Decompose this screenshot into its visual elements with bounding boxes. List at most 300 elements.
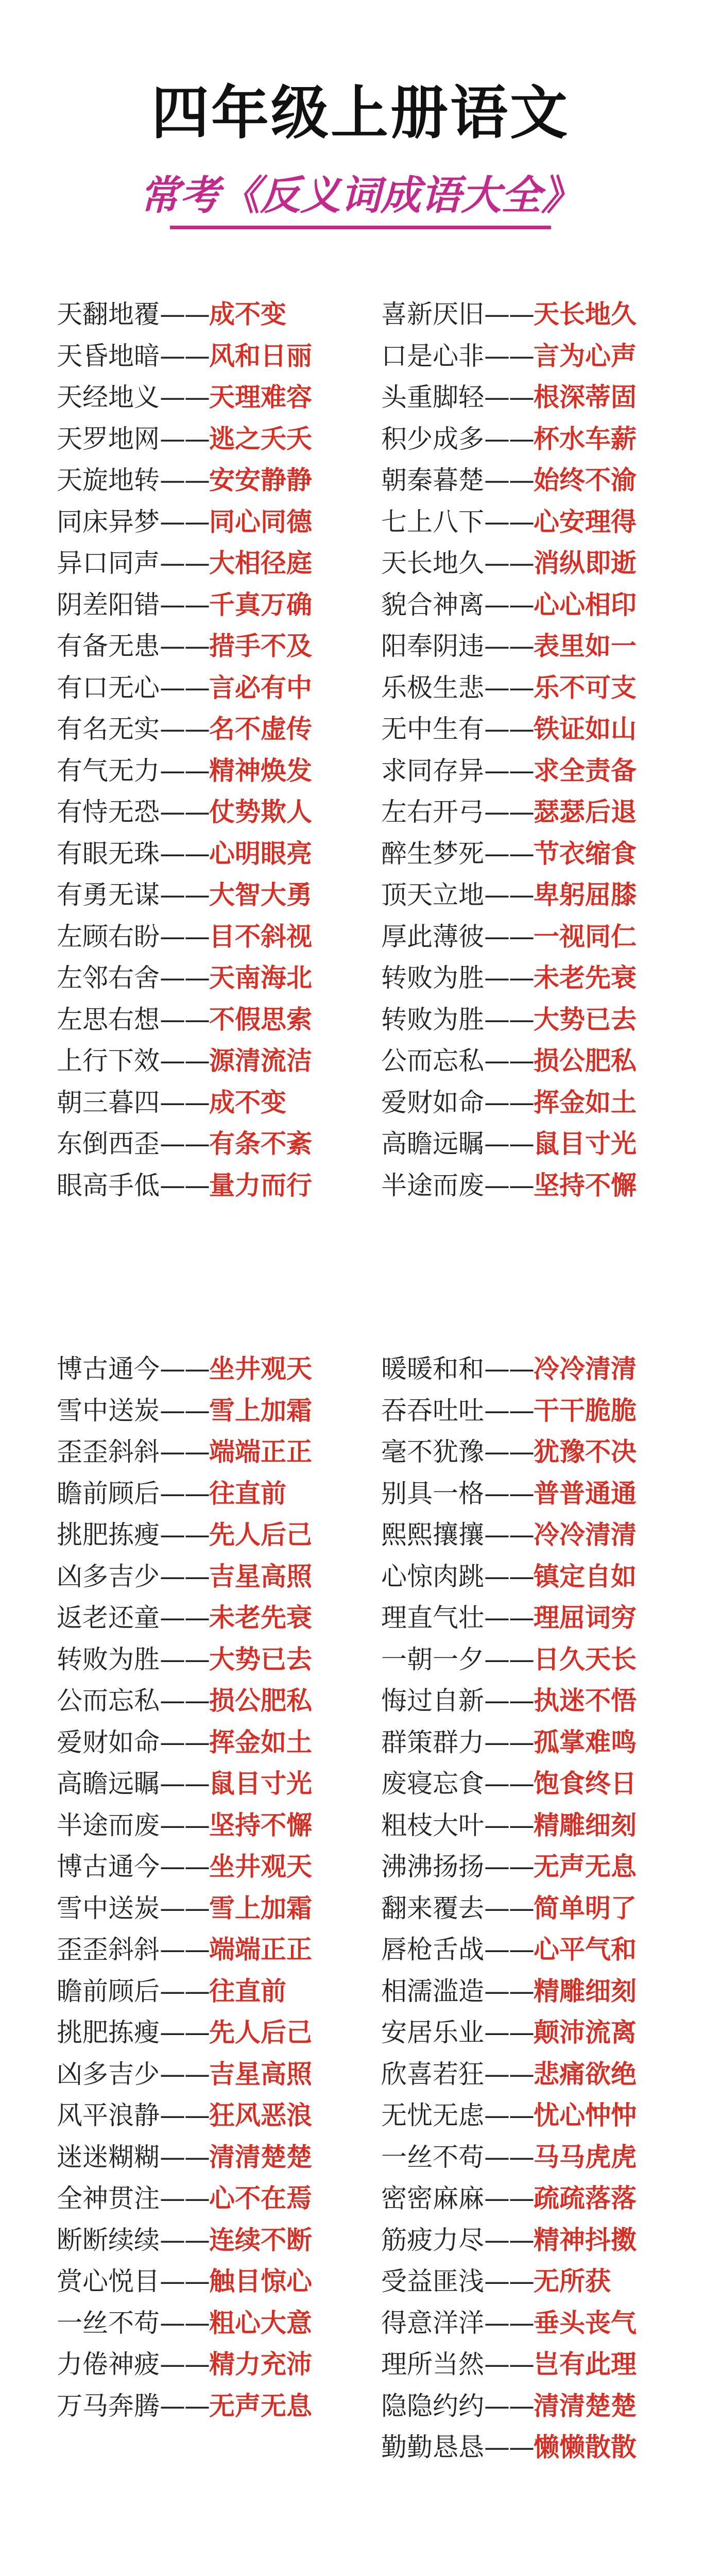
idiom-pair (57, 833, 312, 875)
antonym-idiom: 先人后己 (209, 1520, 312, 1550)
dash-separator: —— (484, 2059, 534, 2089)
dash-separator: —— (160, 1935, 209, 1964)
antonym-idiom: 心不在焉 (209, 2183, 312, 2213)
dash-separator: —— (160, 838, 209, 869)
idiom-pair (381, 1929, 637, 1971)
idiom-pair (381, 418, 637, 460)
idiom-pair (381, 2137, 637, 2178)
idiom-word: 朝秦暮楚 (381, 465, 484, 495)
antonym-idiom: 镇定自如 (534, 1561, 637, 1591)
idiom-word: 粗枝大叶 (381, 1810, 484, 1840)
dash-separator: —— (484, 1727, 534, 1757)
idiom-word: 雪中送炭 (57, 1395, 160, 1426)
idiom-pair (57, 1805, 312, 1846)
dash-separator: —— (484, 672, 534, 703)
idiom-word: 无中生有 (381, 714, 484, 744)
idiom-pair (381, 791, 637, 833)
idiom-word: 高瞻远瞩 (381, 1129, 484, 1159)
idiom-pair (57, 791, 312, 833)
idiom-word: 一丝不苟 (57, 2308, 160, 2338)
dash-separator: —— (484, 838, 534, 869)
antonym-idiom: 垂头丧气 (534, 2308, 637, 2338)
dash-separator: —— (484, 1354, 534, 1384)
idiom-word: 凶多吉少 (57, 1561, 160, 1591)
idiom-word: 受益匪浅 (381, 2266, 484, 2296)
idiom-word: 风平浪静 (57, 2100, 160, 2130)
idiom-pair (381, 2261, 637, 2302)
dash-separator: —— (484, 880, 534, 910)
dash-separator: —— (160, 465, 209, 495)
idiom-word: 有眼无珠 (57, 838, 160, 869)
antonym-idiom: 普普通通 (534, 1478, 637, 1509)
idiom-word: 异口同声 (57, 548, 160, 578)
idiom-pair (381, 625, 637, 667)
idiom-word: 爱财如命 (57, 1727, 160, 1757)
idiom-pair (57, 1082, 312, 1124)
antonym-idiom: 损公肥私 (534, 1046, 637, 1076)
idiom-pair (381, 667, 637, 709)
antonym-idiom: 雪上加霜 (209, 1893, 312, 1923)
antonym-idiom: 鼠目寸光 (209, 1769, 312, 1799)
dash-separator: —— (484, 2100, 534, 2130)
idiom-pair (57, 2261, 312, 2302)
antonym-idiom: 精雕细刻 (534, 1976, 637, 2006)
idiom-pair (381, 2344, 637, 2385)
dash-separator: —— (160, 1437, 209, 1467)
antonym-idiom: 坐井观天 (209, 1852, 312, 1882)
idiom-pair (57, 2178, 312, 2219)
idiom-pair (381, 2012, 637, 2054)
idiom-word: 返老还童 (57, 1603, 160, 1633)
idiom-word: 无忧无虑 (381, 2100, 484, 2130)
antonym-idiom: 往直前 (209, 1976, 286, 2006)
antonym-idiom: 一视同仁 (534, 921, 637, 952)
dash-separator: —— (484, 423, 534, 454)
dash-separator: —— (484, 2349, 534, 2379)
antonym-idiom: 忧心忡忡 (534, 2100, 637, 2130)
idiom-pair (57, 2302, 312, 2344)
dash-separator: —— (160, 1046, 209, 1076)
idiom-word: 公而忘私 (57, 1686, 160, 1716)
dash-separator: —— (484, 1769, 534, 1799)
idiom-pair (57, 1473, 312, 1515)
idiom-word: 有气无力 (57, 755, 160, 786)
dash-separator: —— (484, 2308, 534, 2338)
dash-separator: —— (160, 1644, 209, 1674)
dash-separator: —— (484, 2266, 534, 2296)
idiom-word: 歪歪斜斜 (57, 1437, 160, 1467)
antonym-idiom: 颠沛流离 (534, 2018, 637, 2047)
dash-separator: —— (160, 1004, 209, 1035)
idiom-word: 天旋地转 (57, 465, 160, 495)
idiom-pair (57, 667, 312, 709)
idiom-pair (57, 1971, 312, 2012)
idiom-pair (57, 999, 312, 1041)
idiom-word: 力倦神疲 (57, 2349, 160, 2379)
idiom-pair (381, 460, 637, 501)
idiom-pair (57, 294, 312, 335)
antonym-idiom: 表里如一 (534, 631, 637, 661)
dash-separator: —— (484, 2142, 534, 2172)
antonym-idiom: 瑟瑟后退 (534, 797, 637, 827)
antonym-idiom: 无声无息 (534, 1852, 637, 1882)
antonym-idiom: 往直前 (209, 1478, 286, 1509)
dash-separator: —— (484, 1561, 534, 1591)
antonym-idiom: 心心相印 (534, 589, 637, 620)
idiom-word: 理直气壮 (381, 1603, 484, 1633)
dash-separator: —— (160, 1769, 209, 1799)
idiom-pair (381, 1805, 637, 1846)
antonym-idiom: 求全责备 (534, 755, 637, 786)
idiom-pair (381, 999, 637, 1041)
idiom-word: 隐隐约约 (381, 2391, 484, 2421)
antonym-idiom: 言为心声 (534, 341, 637, 371)
idiom-word: 吞吞吐吐 (381, 1395, 484, 1426)
idiom-word: 熙熙攘攘 (381, 1520, 484, 1550)
dash-separator: —— (484, 1976, 534, 2006)
idiom-word: 暖暖和和 (381, 1354, 484, 1384)
idiom-pair (381, 1348, 637, 1390)
antonym-idiom: 心明眼亮 (209, 838, 312, 869)
idiom-word: 乐极生悲 (381, 672, 484, 703)
antonym-idiom: 天南海北 (209, 963, 312, 993)
idiom-word: 貌合神离 (381, 589, 484, 620)
idiom-word: 爱财如命 (381, 1087, 484, 1117)
idiom-word: 天翻地覆 (57, 299, 160, 329)
idiom-pair (57, 1165, 312, 1207)
dash-separator: —— (160, 631, 209, 661)
idiom-word: 废寝忘食 (381, 1769, 484, 1799)
antonym-idiom: 未老先衰 (209, 1603, 312, 1633)
idiom-pair (381, 1888, 637, 1929)
dash-separator: —— (160, 1893, 209, 1923)
idiom-pair (381, 1639, 637, 1681)
antonym-idiom: 未老先衰 (534, 963, 637, 993)
idiom-pair (57, 2054, 312, 2095)
idiom-pair (57, 377, 312, 418)
idiom-word: 转败为胜 (57, 1644, 160, 1674)
idiom-pair (381, 543, 637, 584)
idiom-word: 挑肥拣瘦 (57, 1520, 160, 1550)
idiom-word: 有勇无谋 (57, 880, 160, 910)
antonym-idiom: 量力而行 (209, 1170, 312, 1200)
idiom-pair (57, 1123, 312, 1165)
antonym-idiom: 坐井观天 (209, 1354, 312, 1384)
antonym-idiom: 孤掌难鸣 (534, 1727, 637, 1757)
idiom-pair (381, 2302, 637, 2344)
dash-separator: —— (484, 963, 534, 993)
dash-separator: —— (160, 2059, 209, 2089)
idiom-word: 上行下效 (57, 1046, 160, 1076)
idiom-pair (381, 957, 637, 999)
antonym-idiom: 吉星高照 (209, 1561, 312, 1591)
idiom-word: 瞻前顾后 (57, 1976, 160, 2006)
dash-separator: —— (484, 589, 534, 620)
idiom-pair (381, 708, 637, 750)
idiom-pair (57, 708, 312, 750)
dash-separator: —— (484, 2225, 534, 2255)
idiom-word: 转败为胜 (381, 1004, 484, 1035)
idiom-pair (381, 584, 637, 626)
dash-separator: —— (484, 1004, 534, 1035)
antonym-idiom: 节衣缩食 (534, 838, 637, 869)
idiom-word: 安居乐业 (381, 2018, 484, 2047)
dash-separator: —— (484, 1603, 534, 1633)
dash-separator: —— (484, 2183, 534, 2213)
antonym-idiom: 悲痛欲绝 (534, 2059, 637, 2089)
idiom-word: 东倒西歪 (57, 1129, 160, 1159)
dash-separator: —— (160, 299, 209, 329)
dash-separator: —— (160, 506, 209, 537)
idiom-word: 天长地久 (381, 548, 484, 578)
dash-separator: —— (160, 548, 209, 578)
idiom-word: 半途而废 (57, 1810, 160, 1840)
antonym-idiom: 大势已去 (209, 1644, 312, 1674)
dash-separator: —— (160, 1810, 209, 1840)
antonym-idiom: 有条不紊 (209, 1129, 312, 1159)
antonym-idiom: 言必有中 (209, 672, 312, 703)
dash-separator: —— (484, 1644, 534, 1674)
antonym-idiom: 成不变 (209, 299, 286, 329)
idiom-word: 喜新厌旧 (381, 299, 484, 329)
idiom-pair (381, 335, 637, 377)
dash-separator: —— (484, 755, 534, 786)
idiom-word: 心惊肉跳 (381, 1561, 484, 1591)
dash-separator: —— (484, 1437, 534, 1467)
dash-separator: —— (484, 1893, 534, 1923)
dash-separator: —— (484, 1478, 534, 1509)
idiom-pair (57, 957, 312, 999)
antonym-idiom: 同心同德 (209, 506, 312, 537)
dash-separator: —— (160, 1170, 209, 1200)
antonym-idiom: 源清流洁 (209, 1046, 312, 1076)
idiom-pair (57, 2095, 312, 2137)
idiom-pair (57, 1514, 312, 1556)
dash-separator: —— (160, 1603, 209, 1633)
idiom-pair (381, 750, 637, 792)
antonym-idiom: 精神焕发 (209, 755, 312, 786)
dash-separator: —— (160, 1478, 209, 1509)
idiom-word: 高瞻远瞩 (57, 1769, 160, 1799)
dash-separator: —— (160, 1976, 209, 2006)
idiom-pair (57, 584, 312, 626)
dash-separator: —— (160, 963, 209, 993)
idiom-pair (381, 1473, 637, 1515)
idiom-pair (57, 1390, 312, 1432)
dash-separator: —— (160, 341, 209, 371)
dash-separator: —— (484, 1852, 534, 1882)
antonym-idiom: 天长地久 (534, 299, 637, 329)
antonym-idiom: 日久天长 (534, 1644, 637, 1674)
idiom-pair (57, 335, 312, 377)
dash-separator: —— (160, 2100, 209, 2130)
antonym-idiom: 损公肥私 (209, 1686, 312, 1716)
antonym-idiom: 犹豫不决 (534, 1437, 637, 1467)
antonym-idiom: 清清楚楚 (534, 2391, 637, 2421)
dash-separator: —— (160, 1686, 209, 1716)
idiom-word: 有恃无恐 (57, 797, 160, 827)
dash-separator: —— (484, 465, 534, 495)
dash-separator: —— (160, 2391, 209, 2421)
antonym-idiom: 不假思索 (209, 1004, 312, 1035)
idiom-word: 口是心非 (381, 341, 484, 371)
idiom-word: 半途而废 (381, 1170, 484, 1200)
idiom-pair (57, 1556, 312, 1598)
idiom-column-right (381, 1348, 637, 2468)
idiom-pair (381, 2178, 637, 2219)
dash-separator: —— (160, 1727, 209, 1757)
antonym-idiom: 安安静静 (209, 465, 312, 495)
idiom-pair (57, 2344, 312, 2385)
antonym-idiom: 鼠目寸光 (534, 1129, 637, 1159)
dash-separator: —— (160, 1561, 209, 1591)
idiom-word: 同床异梦 (57, 506, 160, 537)
antonym-idiom: 逃之夭夭 (209, 423, 312, 454)
idiom-pair (381, 1846, 637, 1888)
idiom-word: 一朝一夕 (381, 1644, 484, 1674)
idiom-pair (381, 1680, 637, 1722)
idiom-pair (57, 543, 312, 584)
idiom-pair (57, 1040, 312, 1082)
idiom-pair (381, 1390, 637, 1432)
idiom-word: 阴差阳错 (57, 589, 160, 620)
idiom-pair (57, 916, 312, 958)
antonym-idiom: 端端正正 (209, 1935, 312, 1964)
idiom-pair (381, 2219, 637, 2261)
idiom-pair (57, 1763, 312, 1805)
antonym-idiom: 乐不可支 (534, 672, 637, 703)
idiom-pair (57, 1639, 312, 1681)
idiom-pair (57, 418, 312, 460)
idiom-word: 积少成多 (381, 423, 484, 454)
antonym-idiom: 天理难容 (209, 382, 312, 412)
dash-separator: —— (160, 2266, 209, 2296)
idiom-word: 勤勤恳恳 (381, 2432, 484, 2462)
idiom-column-left (57, 1348, 312, 2427)
idiom-word: 别具一格 (381, 1478, 484, 1509)
dash-separator: —— (160, 2183, 209, 2213)
antonym-idiom: 疏疏落落 (534, 2183, 637, 2213)
antonym-idiom: 无所获 (534, 2266, 611, 2296)
idiom-word: 朝三暮四 (57, 1087, 160, 1117)
idiom-word: 沸沸扬扬 (381, 1852, 484, 1882)
idiom-word: 转败为胜 (381, 963, 484, 993)
idiom-word: 悔过自新 (381, 1686, 484, 1716)
dash-separator: —— (484, 1046, 534, 1076)
idiom-pair (381, 874, 637, 916)
idiom-word: 头重脚轻 (381, 382, 484, 412)
dash-separator: —— (484, 382, 534, 412)
idiom-column-right (381, 294, 637, 1206)
antonym-idiom: 连续不断 (209, 2225, 312, 2255)
dash-separator: —— (484, 921, 534, 952)
antonym-idiom: 千真万确 (209, 589, 312, 620)
dash-separator: —— (160, 1087, 209, 1117)
antonym-idiom: 卑躬屈膝 (534, 880, 637, 910)
dash-separator: —— (484, 1686, 534, 1716)
dash-separator: —— (484, 1170, 534, 1200)
idiom-pair (57, 1722, 312, 1764)
idiom-word: 凶多吉少 (57, 2059, 160, 2089)
dash-separator: —— (160, 2018, 209, 2047)
idiom-pair (381, 1431, 637, 1473)
antonym-idiom: 理屈词穷 (534, 1603, 637, 1633)
dash-separator: —— (160, 2349, 209, 2379)
idiom-pair (57, 1680, 312, 1722)
antonym-idiom: 精神抖擞 (534, 2225, 637, 2255)
idiom-word: 歪歪斜斜 (57, 1935, 160, 1964)
idiom-pair (57, 874, 312, 916)
idiom-pair (381, 377, 637, 418)
idiom-word: 天昏地暗 (57, 341, 160, 371)
idiom-word: 瞻前顾后 (57, 1478, 160, 1509)
antonym-idiom: 心平气和 (534, 1935, 637, 1964)
dash-separator: —— (160, 714, 209, 744)
dash-separator: —— (484, 548, 534, 578)
idiom-word: 群策群力 (381, 1727, 484, 1757)
idiom-word: 公而忘私 (381, 1046, 484, 1076)
dash-separator: —— (484, 1810, 534, 1840)
idiom-word: 断断续续 (57, 2225, 160, 2255)
idiom-word: 有口无心 (57, 672, 160, 703)
antonym-idiom: 措手不及 (209, 631, 312, 661)
idiom-word: 理所当然 (381, 2349, 484, 2379)
idiom-word: 左右开弓 (381, 797, 484, 827)
idiom-pair (57, 501, 312, 543)
idiom-word: 眼高手低 (57, 1170, 160, 1200)
idiom-pair (381, 2427, 637, 2468)
page-subtitle: 常考《反义词成语大全》 (139, 173, 581, 219)
idiom-word: 迷迷糊糊 (57, 2142, 160, 2172)
idiom-pair (57, 1348, 312, 1390)
dash-separator: —— (484, 1520, 534, 1550)
idiom-pair (381, 2054, 637, 2095)
antonym-idiom: 雪上加霜 (209, 1395, 312, 1426)
idiom-word: 相濡滥造 (381, 1976, 484, 2006)
idiom-word: 厚此薄彼 (381, 921, 484, 952)
idiom-pair (57, 750, 312, 792)
antonym-idiom: 干干脆脆 (534, 1395, 637, 1426)
idiom-pair (57, 2385, 312, 2427)
antonym-idiom: 大相径庭 (209, 548, 312, 578)
dash-separator: —— (160, 382, 209, 412)
dash-separator: —— (160, 1852, 209, 1882)
idiom-word: 赏心悦目 (57, 2266, 160, 2296)
idiom-pair (381, 833, 637, 875)
antonym-idiom: 风和日丽 (209, 341, 312, 371)
idiom-pair (381, 1123, 637, 1165)
antonym-idiom: 吉星高照 (209, 2059, 312, 2089)
idiom-pair (381, 1763, 637, 1805)
dash-separator: —— (160, 1129, 209, 1159)
dash-separator: —— (160, 797, 209, 827)
idiom-pair (381, 294, 637, 335)
idiom-word: 博古通今 (57, 1852, 160, 1882)
dash-separator: —— (160, 1395, 209, 1426)
dash-separator: —— (160, 2308, 209, 2338)
antonym-idiom: 粗心大意 (209, 2308, 312, 2338)
idiom-pair (57, 1929, 312, 1971)
idiom-word: 万马奔腾 (57, 2391, 160, 2421)
idiom-pair (57, 1846, 312, 1888)
antonym-idiom: 冷冷清清 (534, 1354, 637, 1384)
idiom-word: 得意洋洋 (381, 2308, 484, 2338)
dash-separator: —— (160, 880, 209, 910)
idiom-pair (381, 2095, 637, 2137)
antonym-idiom: 铁证如山 (534, 714, 637, 744)
idiom-word: 左顾右盼 (57, 921, 160, 952)
antonym-idiom: 狂风恶浪 (209, 2100, 312, 2130)
